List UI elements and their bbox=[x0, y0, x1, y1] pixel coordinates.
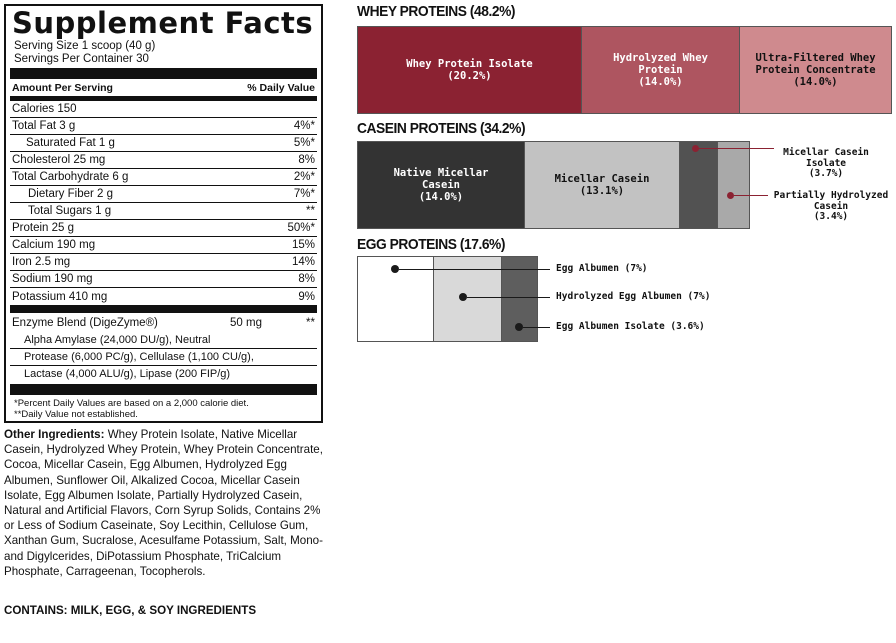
segment-pct: (14.0%) bbox=[793, 76, 838, 88]
nutrient-row bbox=[10, 135, 317, 152]
enzyme-detail-line: Protease (6,000 PC/g), Cellulase (1,100 CU/g), bbox=[10, 349, 317, 366]
nutrient-row bbox=[10, 220, 317, 237]
callout-line bbox=[734, 195, 768, 196]
callout-name: Micellar Casein Isolate bbox=[783, 147, 869, 169]
nutrient-row bbox=[10, 237, 317, 254]
callout-dot bbox=[692, 145, 699, 152]
casein-segment-partially-hydrolyzed bbox=[717, 142, 749, 228]
nutrient-dv: 15% bbox=[291, 239, 315, 251]
nutrient-row bbox=[10, 288, 317, 305]
callout-dot bbox=[727, 192, 734, 199]
casein-title: CASEIN PROTEINS (34.2%) bbox=[357, 120, 526, 137]
whey-title: WHEY PROTEINS (48.2%) bbox=[357, 3, 516, 20]
nutrient-row bbox=[10, 169, 317, 186]
nutrient-dv: 4%* bbox=[293, 120, 315, 132]
segment-pct: (14.0%) bbox=[638, 76, 683, 88]
nutrient-label: Calories 150 bbox=[12, 103, 77, 115]
nutrient-label: Total Carbohydrate 6 g bbox=[12, 171, 129, 183]
nutrient-dv: 14% bbox=[291, 256, 315, 268]
callout-dot bbox=[459, 293, 467, 301]
whey-segment-isolate bbox=[358, 27, 581, 113]
nutrient-label: Cholesterol 25 mg bbox=[12, 154, 106, 166]
whey-segment-hydrolyzed bbox=[581, 27, 739, 113]
footnote-dv: *Percent Daily Values are based on a 2,000 calorie diet. bbox=[14, 398, 249, 409]
other-ingredients-heading: Other Ingredients: bbox=[4, 428, 105, 441]
nutrient-label: Potassium 410 mg bbox=[12, 290, 108, 303]
nutrient-row bbox=[10, 271, 317, 288]
nutrient-row bbox=[10, 118, 317, 135]
facts-header-row bbox=[10, 79, 317, 96]
enzyme-detail-line: Alpha Amylase (24,000 DU/g), Neutral bbox=[10, 332, 317, 349]
amount-per-serving-label: Amount Per Serving bbox=[12, 81, 113, 94]
segment-pct: (13.1%) bbox=[579, 185, 625, 197]
callout-line bbox=[523, 327, 550, 328]
nutrient-dv: 7%* bbox=[293, 188, 315, 200]
casein-segment-isolate bbox=[679, 142, 717, 228]
casein-segment-micellar bbox=[524, 142, 679, 228]
nutrient-dv: 50%* bbox=[287, 222, 315, 234]
enzyme-blend-dv: ** bbox=[306, 316, 315, 329]
nutrient-dv: 5%* bbox=[293, 137, 315, 149]
nutrient-dv: 2%* bbox=[293, 171, 315, 183]
nutrient-row bbox=[10, 254, 317, 271]
segment-name: Micellar Casein bbox=[554, 173, 650, 185]
whey-segment-concentrate bbox=[739, 27, 891, 113]
callout-name: Partially Hydrolyzed Casein bbox=[773, 190, 889, 212]
segment-pct: (20.2%) bbox=[447, 70, 492, 82]
divider-thick bbox=[10, 384, 317, 395]
callout-pct: (3.7%) bbox=[808, 168, 844, 179]
enzyme-blend-label: Enzyme Blend (DigeZyme®) bbox=[12, 316, 158, 329]
callout-line bbox=[467, 297, 550, 298]
divider-thick bbox=[10, 305, 317, 313]
segment-name: Whey Protein Isolate bbox=[406, 58, 533, 70]
callout-partially-hydrolyzed-casein bbox=[770, 191, 892, 223]
divider-thick bbox=[10, 68, 317, 79]
enzyme-blend-row bbox=[10, 313, 317, 332]
callout-egg-albumen: Egg Albumen (7%) bbox=[556, 263, 648, 274]
segment-pct: (14.0%) bbox=[418, 191, 464, 203]
facts-title: Supplement Facts bbox=[12, 6, 314, 40]
callout-dot bbox=[515, 323, 523, 331]
nutrient-label: Protein 25 g bbox=[12, 222, 75, 234]
callout-egg-albumen-isolate: Egg Albumen Isolate (3.6%) bbox=[556, 321, 705, 332]
nutrient-label: Calcium 190 mg bbox=[12, 239, 96, 251]
callout-dot bbox=[391, 265, 399, 273]
segment-name: Hydrolyzed Whey Protein bbox=[613, 52, 708, 76]
nutrient-label: Sodium 190 mg bbox=[12, 273, 93, 285]
allergen-statement: CONTAINS: MILK, EGG, & SOY INGREDIENTS bbox=[4, 604, 257, 617]
other-ingredients bbox=[4, 427, 326, 579]
footnote-not-established: **Daily Value not established. bbox=[14, 408, 138, 420]
callout-line bbox=[699, 148, 774, 149]
whey-bar bbox=[357, 26, 892, 114]
nutrient-label: Total Sugars 1 g bbox=[28, 205, 112, 217]
segment-name: Native Micellar Casein bbox=[393, 167, 489, 191]
enzyme-blend-amount: 50 mg bbox=[230, 316, 262, 329]
nutrient-row bbox=[10, 203, 317, 220]
nutrient-label: Iron 2.5 mg bbox=[12, 256, 71, 268]
egg-title: EGG PROTEINS (17.6%) bbox=[357, 236, 506, 253]
serving-size: Serving Size 1 scoop (40 g) bbox=[14, 40, 156, 52]
nutrient-dv: ** bbox=[306, 205, 315, 217]
callout-line bbox=[399, 269, 550, 270]
segment-name: Ultra-Filtered Whey Protein Concentrate bbox=[755, 52, 876, 76]
nutrient-row bbox=[10, 186, 317, 203]
nutrient-row bbox=[10, 152, 317, 169]
nutrient-dv: 8% bbox=[298, 154, 315, 166]
nutrient-label: Dietary Fiber 2 g bbox=[28, 188, 114, 200]
casein-segment-native bbox=[358, 142, 524, 228]
callout-hydrolyzed-egg-albumen: Hydrolyzed Egg Albumen (7%) bbox=[556, 291, 711, 302]
servings-per-container: Servings Per Container 30 bbox=[14, 53, 149, 65]
other-ingredients-text: Whey Protein Isolate, Native Micellar Casein, Hydrolyzed Whey Protein, Whey Protein Concentrate, Cocoa, Micellar Casein, Egg Albumen, Hydrolyzed Egg Albumen, Sunflower Oil, Alkalized Cocoa, Micellar Casein Isolate, Egg Albumen Isolate, Partially Hydrolyzed Casein, Natural and Artificial Flavors, Corn Syrup Solids, Contains 2% or Less of Sodium Caseinate, Soy Lecithin, Cellulose Gum, Xanthan Gum, Sucralose, Acesulfame Potassium, Salt, Mono- and Digylcerides, DiPotassium Phosphate, TriCalcium Phosphate, Carrageenan, Tocopherols. bbox=[4, 428, 323, 578]
supplement-facts-panel bbox=[4, 4, 323, 423]
enzyme-detail-line: Lactase (4,000 ALU/g), Lipase (200 FIP/g) bbox=[24, 368, 231, 380]
callout-micellar-casein-isolate bbox=[774, 148, 878, 180]
nutrient-label: Total Fat 3 g bbox=[12, 120, 76, 132]
nutrient-row bbox=[10, 101, 317, 118]
callout-pct: (3.4%) bbox=[813, 211, 849, 222]
nutrient-label: Saturated Fat 1 g bbox=[26, 137, 115, 149]
nutrient-dv: 8% bbox=[298, 273, 315, 285]
casein-bar bbox=[357, 141, 750, 229]
nutrient-dv: 9% bbox=[298, 290, 315, 303]
daily-value-label: % Daily Value bbox=[247, 81, 315, 94]
